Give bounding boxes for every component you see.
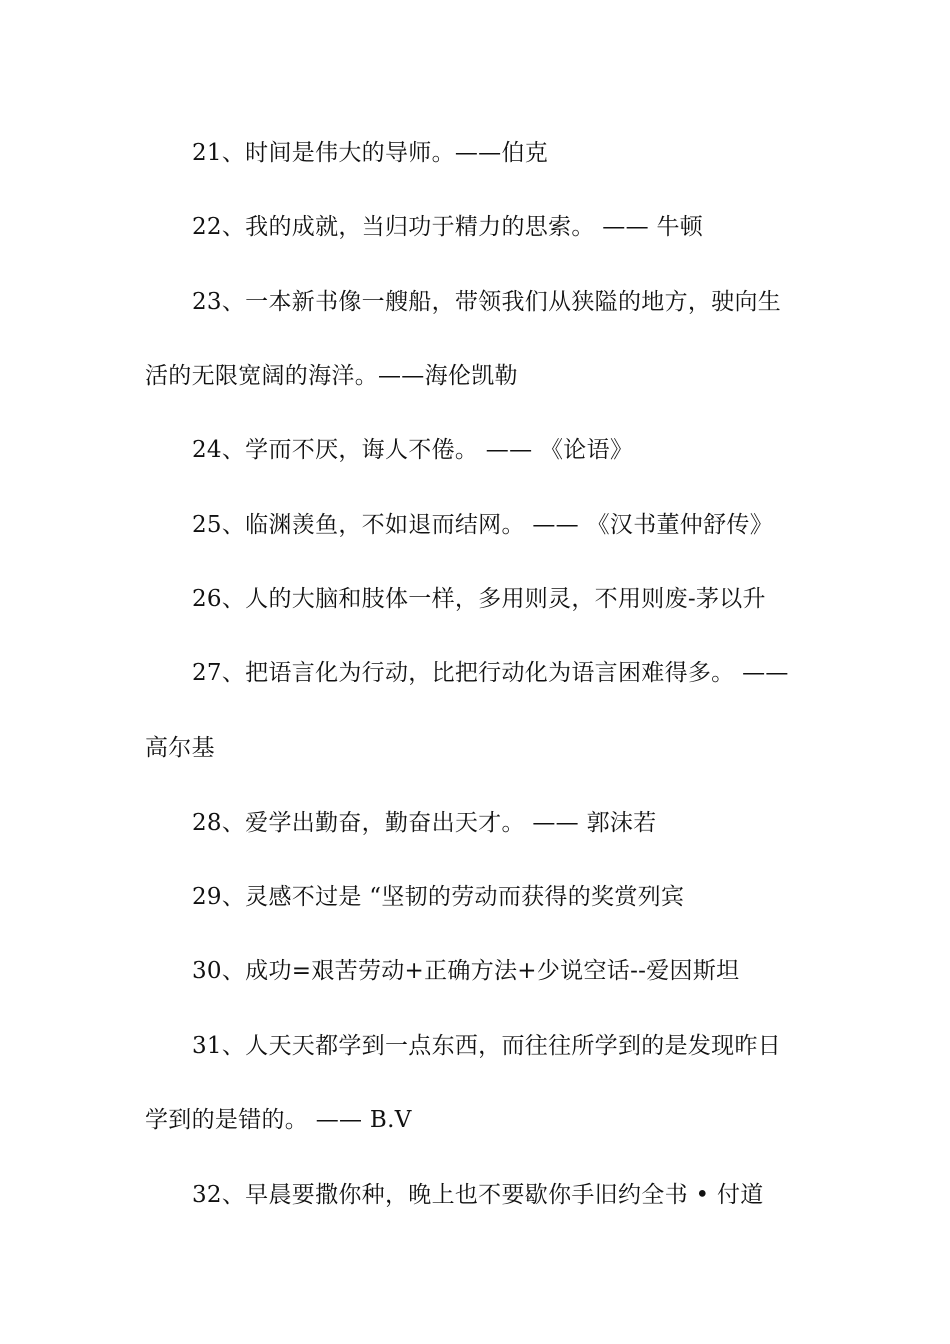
quote-23-line-1: 23、一本新书像一艘船，带领我们从狭隘的地方，驶向生	[192, 289, 782, 315]
quote-30: 30、成功=艰苦劳动+正确方法+少说空话--爱因斯坦	[192, 958, 740, 984]
quote-28: 28、爱学出勤奋，勤奋出天才。 —— 郭沫若	[192, 810, 657, 836]
quote-32: 32、早晨要撒你种，晚上也不要歇你手旧约全书 • 付道	[192, 1182, 764, 1208]
quote-24: 24、学而不厌，诲人不倦。 —— 《论语》	[192, 437, 634, 463]
quote-29: 29、灵感不过是 “坚韧的劳动而获得的奖赏列宾	[192, 884, 685, 910]
quote-27-line-1: 27、把语言化为行动，比把行动化为语言困难得多。 ——	[192, 660, 789, 686]
quote-27-line-2: 高尔基	[145, 735, 215, 761]
quote-25: 25、临渊羡鱼，不如退而结网。 —— 《汉书董仲舒传》	[192, 512, 773, 538]
quote-21: 21、时间是伟大的导师。——伯克	[192, 140, 549, 166]
quote-31-line-2: 学到的是错的。 —— B.V	[145, 1107, 412, 1133]
quote-31-line-1: 31、人天天都学到一点东西，而往往所学到的是发现昨日	[192, 1033, 782, 1059]
quote-22: 22、我的成就，当归功于精力的思索。 —— 牛顿	[192, 214, 704, 240]
quote-26: 26、人的大脑和肢体一样，多用则灵，不用则废-茅以升	[192, 586, 766, 612]
quote-23-line-2: 活的无限宽阔的海洋。——海伦凯勒	[145, 363, 518, 389]
